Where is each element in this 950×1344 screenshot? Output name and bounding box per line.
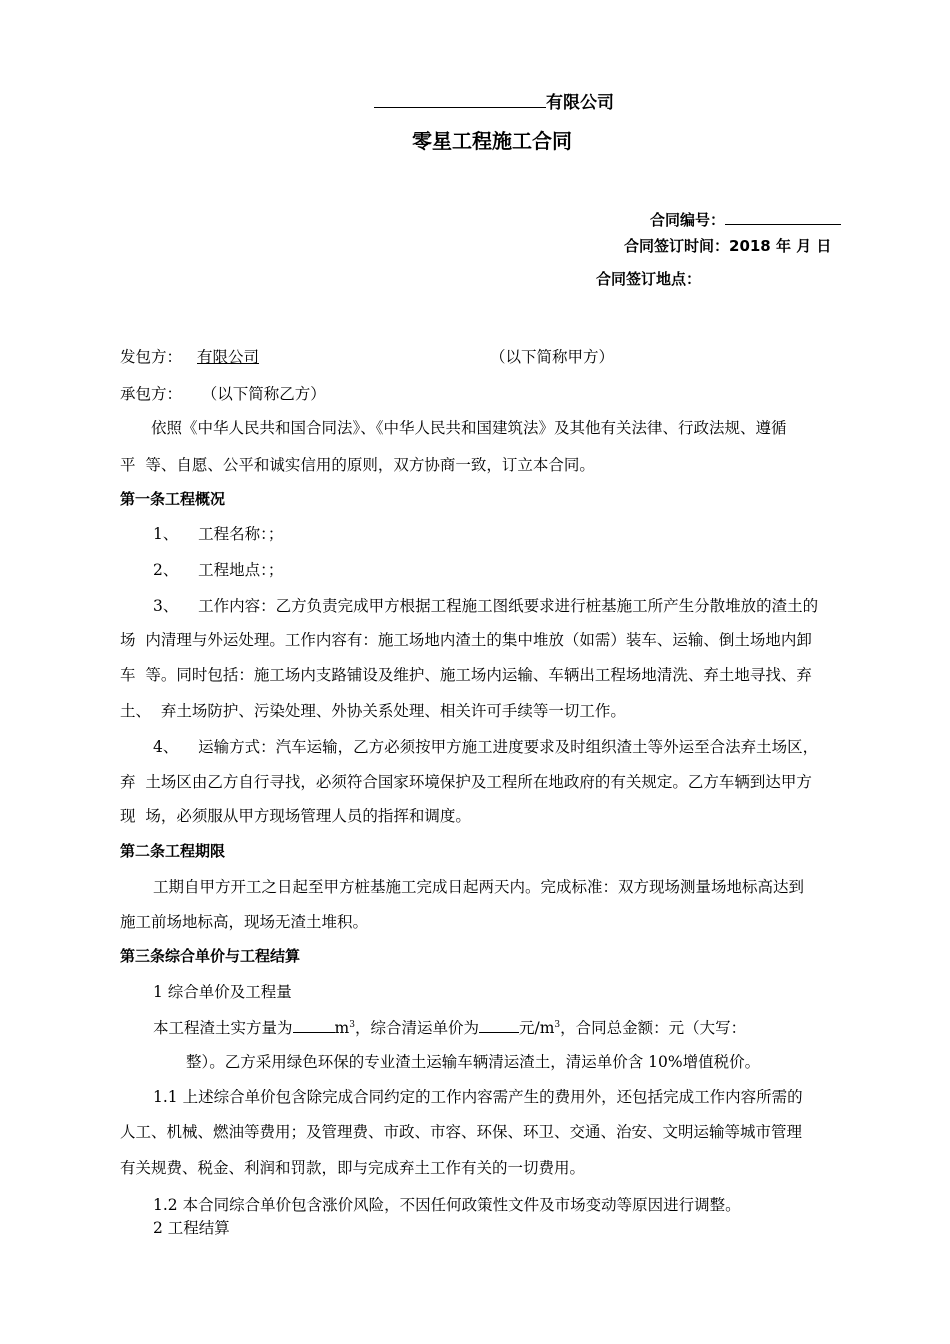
article-3-clause-1-1-line-2: 人工、机械、燃油等费用；及管理费、市政、市容、环保、环卫、交通、治安、文明运输等城市管理 xyxy=(120,1123,803,1141)
article-1-item-3-line-2: 场 内清理与外运处理。工作内容有：施工场地内渣土的集中堆放（如需）装车、运输、倒土场地内卸 xyxy=(120,631,812,649)
article-3-heading: 第三条综合单价与工程结算 xyxy=(120,947,301,965)
company-suffix: 有限公司 xyxy=(546,93,614,113)
article-1-item-4-line-3: 现 场，必须服从甲方现场管理人员的指挥和调度。 xyxy=(120,807,471,825)
intro-line-2: 平 等、自愿、公平和诚实信用的原则，双方协商一致，订立本合同。 xyxy=(120,456,595,474)
article-3-sub-2: 2 工程结算 xyxy=(153,1219,230,1237)
contract-sign-place: 合同签订地点： xyxy=(596,270,702,288)
unit-price-blank xyxy=(479,1018,519,1033)
article-1-item-1: 1、 工程名称：； xyxy=(153,525,284,543)
article-3-clause-1-2: 1.2 本合同综合单价包含涨价风险，不因任何政策性文件及市场变动等原因进行调整。 xyxy=(153,1196,741,1214)
contract-title: 零星工程施工合同 xyxy=(412,129,572,153)
article-1-item-3-line-4: 土、 弃土场防护、污染处理、外协关系处理、相关许可手续等一切工作。 xyxy=(120,702,626,720)
party-a-alias: （以下简称甲方） xyxy=(490,348,615,366)
intro-line-1: 依照《中华人民共和国合同法》、《中华人民共和国建筑法》及其他有关法律、行政法规、遵循 xyxy=(151,419,787,437)
article-2-line-2: 施工前场地标高，现场无渣土堆积。 xyxy=(120,913,369,931)
article-1-heading: 第一条工程概况 xyxy=(120,490,226,508)
company-title-line xyxy=(374,88,614,113)
article-3-sub-1: 1 综合单价及工程量 xyxy=(153,983,292,1001)
article-1-item-4-line-2: 弃 土场区由乙方自行寻找，必须符合国家环境保护及工程所在地政府的有关规定。乙方车辆到达甲方 xyxy=(120,773,812,791)
company-name-blank xyxy=(374,89,546,108)
contract-sign-time: 合同签订时间：2018 年 月 日 xyxy=(624,237,832,255)
article-3-clause-1-1-line-3: 有关规费、税金、利润和罚款，即与完成弃土工作有关的一切费用。 xyxy=(120,1159,586,1177)
article-1-item-3-line-1: 3、 工作内容：乙方负责完成甲方根据工程施工图纸要求进行桩基施工所产生分散堆放的渣土的 xyxy=(153,597,819,615)
contract-number-line xyxy=(650,208,841,230)
article-1-item-4-line-1: 4、 运输方式：汽车运输，乙方必须按甲方施工进度要求及时组织渣土等外运至合法弃土场区， xyxy=(153,738,819,756)
contract-number-label: 合同编号： xyxy=(650,211,726,229)
party-a-name: 有限公司 xyxy=(197,348,260,366)
article-1-item-3-line-3: 车 等。同时包括：施工场内支路铺设及维护、施工场内运输、车辆出工程场地清洗、弃土地寻找、弃 xyxy=(120,666,812,684)
article-3-quantity-line-2: 整）。乙方采用绿色环保的专业渣土运输车辆清运渣土，清运单价含 10%增值税价。 xyxy=(186,1053,761,1071)
article-2-heading: 第二条工程期限 xyxy=(120,842,226,860)
article-1-item-2: 2、 工程地点：； xyxy=(153,561,284,579)
article-3-clause-1-1-line-1: 1.1 上述综合单价包含除完成合同约定的工作内容需产生的费用外，还包括完成工作内容所需的 xyxy=(153,1088,803,1106)
party-a-label: 发包方： xyxy=(120,348,183,366)
party-b-line: 承包方： （以下简称乙方） xyxy=(120,385,326,403)
article-2-line-1: 工期自甲方开工之日起至甲方桩基施工完成日起两天内。完成标准：双方现场测量场地标高达到 xyxy=(153,878,805,896)
article-3-quantity-line: 本工程渣土实方量为 $m^3$，综合清运单价为 元$/m^3$，合同总金额：元（大写： xyxy=(153,1019,747,1037)
contract-number-blank xyxy=(725,208,841,225)
quantity-blank xyxy=(293,1018,335,1033)
